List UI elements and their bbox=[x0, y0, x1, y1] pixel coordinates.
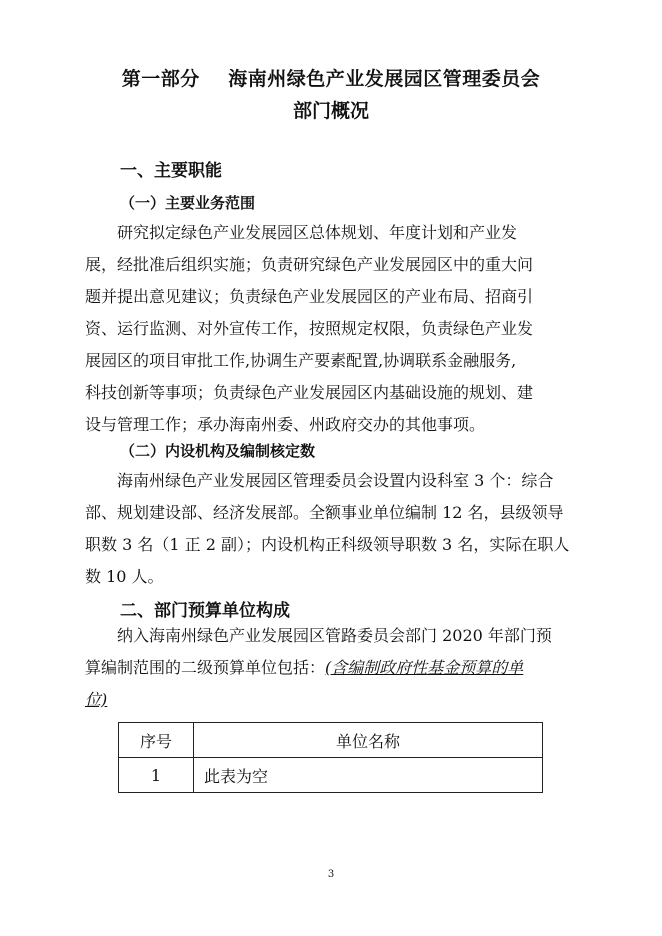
section1-sub1-heading: （一）主要业务范围 bbox=[120, 194, 256, 212]
duties-line: 设与管理工作；承办海南州委、州政府交办的其他事项。 bbox=[85, 415, 486, 434]
duties-paragraph bbox=[85, 217, 578, 441]
structure-paragraph bbox=[85, 465, 578, 593]
table-header-no: 序号 bbox=[119, 723, 194, 758]
table-cell-name: 此表为空 bbox=[194, 758, 543, 793]
budget-line: 纳入海南州绿色产业发展园区管路委员会部门 2020 年部门预 bbox=[117, 626, 552, 645]
page-title-line1: 第一部分 海南州绿色产业发展园区管理委员会 bbox=[121, 68, 541, 90]
duties-line: 科技创新等事项；负责绿色产业发展园区内基础设施的规划、建 bbox=[85, 383, 534, 402]
section1-heading: 一、主要职能 bbox=[120, 161, 222, 181]
budget-note-cont: 位) bbox=[85, 690, 108, 709]
budget-units-table bbox=[118, 722, 543, 793]
budget-line-prefix: 算编制范围的二级预算单位包括： bbox=[85, 658, 326, 677]
table-row bbox=[119, 758, 543, 793]
table-header-name: 单位名称 bbox=[194, 723, 543, 758]
budget-note: (含编制政府性基金预算的单 bbox=[325, 658, 524, 677]
structure-line: 海南州绿色产业发展园区管理委员会设置内设科室 3 个：综合 bbox=[117, 471, 554, 490]
duties-line: 题并提出意见建议；负责绿色产业发展园区的产业布局、招商引 bbox=[85, 287, 534, 306]
table-cell-no: 1 bbox=[119, 758, 194, 793]
structure-line: 数 10 人。 bbox=[85, 567, 164, 586]
section2-heading: 二、部门预算单位构成 bbox=[120, 601, 290, 621]
duties-line: 展园区的项目审批工作,协调生产要素配置,协调联系金融服务, bbox=[85, 351, 517, 370]
budget-line bbox=[85, 684, 578, 716]
duties-line: 展，经批准后组织实施；负责研究绿色产业发展园区中的重大问 bbox=[85, 255, 534, 274]
budget-units-paragraph bbox=[85, 620, 578, 716]
section1-sub2-heading: （二）内设机构及编制核定数 bbox=[120, 442, 316, 460]
duties-line: 研究拟定绿色产业发展园区总体规划、年度计划和产业发 bbox=[117, 223, 518, 242]
structure-line: 部、规划建设部、经济发展部。全额事业单位编制 12 名，县级领导 bbox=[85, 503, 564, 522]
page-number: 3 bbox=[327, 869, 335, 880]
table-header-row bbox=[119, 723, 543, 758]
page-title-line2: 部门概况 bbox=[292, 100, 369, 122]
duties-line: 资、运行监测、对外宣传工作，按照规定权限，负责绿色产业发 bbox=[85, 319, 534, 338]
budget-line bbox=[85, 652, 578, 684]
structure-line: 职数 3 名（1 正 2 副）；内设机构正科级领导职数 3 名，实际在职人 bbox=[85, 535, 570, 554]
